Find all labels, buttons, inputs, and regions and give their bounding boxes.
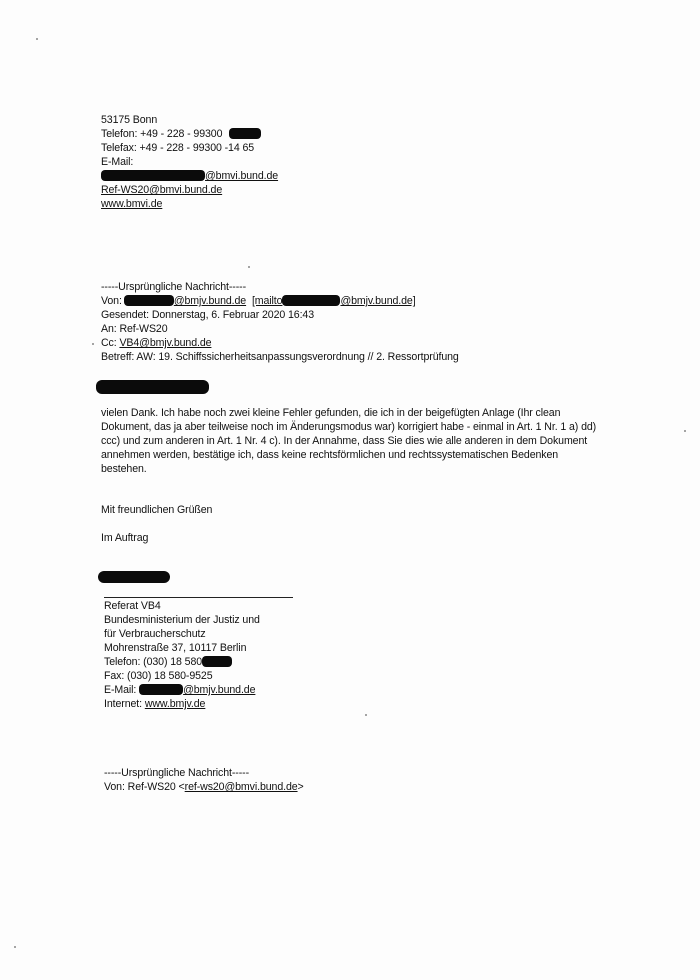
msg1-sent: Gesendet: Donnerstag, 6. Februar 2020 16:43 (101, 309, 315, 321)
scan-speck (14, 946, 16, 948)
greeting: Mit freundlichen Grüßen (101, 504, 213, 516)
msg1-from-domain[interactable]: @bmjv.bund.de (173, 295, 247, 307)
signature-rule (104, 597, 293, 598)
sig2-internet-label: Internet: (104, 698, 142, 710)
redaction (282, 295, 340, 306)
sig1-email-label: E-Mail: (101, 156, 134, 168)
sig2-internet-line (104, 697, 205, 711)
sig2-ministry1: Bundesministerium der Justiz und (104, 614, 260, 626)
sig1-email1[interactable] (101, 169, 278, 183)
msg2-header: -----Ursprüngliche Nachricht----- (104, 767, 250, 779)
msg1-mailto-domain[interactable]: @bmjv.bund.de] (340, 295, 416, 307)
msg1-mailto-prefix[interactable]: [mailto (251, 295, 283, 307)
sig2-phone: Telefon: (030) 18 580 (104, 656, 203, 668)
sig1-web-link[interactable]: www.bmvi.de (101, 198, 163, 210)
sig2-internet-link[interactable]: www.bmjv.de (144, 698, 206, 710)
redaction (139, 684, 183, 695)
msg1-to: An: Ref-WS20 (101, 323, 168, 335)
msg1-from-label: Von: (101, 295, 122, 307)
sig1-phone-line (101, 127, 261, 141)
msg1-cc-label: Cc: (101, 337, 117, 349)
scan-speck (92, 343, 94, 345)
sig2-ministry2: für Verbraucherschutz (104, 628, 206, 640)
msg1-header: -----Ursprüngliche Nachricht----- (101, 281, 247, 293)
sig1-email1-domain[interactable]: @bmvi.bund.de (205, 170, 279, 182)
sig2-email-domain[interactable]: @bmjv.bund.de (183, 684, 256, 696)
redacted-salutation (96, 380, 209, 394)
scan-speck (684, 430, 686, 432)
scan-speck (36, 38, 38, 40)
redacted-name (98, 571, 170, 583)
scan-speck (365, 714, 367, 716)
sig1-phone: Telefon: +49 - 228 - 99300 (101, 128, 223, 140)
msg2-from-email[interactable]: ref-ws20@bmvi.bund.de (184, 781, 298, 793)
msg2-from-prefix: Von: Ref-WS20 < (104, 781, 185, 793)
sig2-email-line (104, 683, 255, 697)
sig2-address: Mohrenstraße 37, 10117 Berlin (104, 642, 247, 654)
msg1-subject: Betreff: AW: 19. Schiffssicherheitsanpassungsverordnung // 2. Ressortprüfung (101, 351, 459, 363)
sig1-city: 53175 Bonn (101, 114, 158, 126)
sig2-email-label: E-Mail: (104, 684, 137, 696)
redaction (124, 295, 174, 306)
sig2-phone-line (104, 655, 232, 669)
scan-speck (248, 266, 250, 268)
msg1-cc-link[interactable]: VB4@bmjv.bund.de (119, 337, 212, 349)
redaction (101, 170, 205, 181)
sig2-fax: Fax: (030) 18 580-9525 (104, 670, 213, 682)
msg2-from-line (104, 780, 304, 794)
msg2-from-suffix: > (297, 781, 304, 793)
sig1-email2-link[interactable]: Ref-WS20@bmvi.bund.de (101, 184, 223, 196)
redaction (202, 656, 232, 667)
msg1-cc-line (101, 336, 211, 350)
im-auftrag: Im Auftrag (101, 532, 149, 544)
redaction (229, 128, 261, 139)
sig2-referat: Referat VB4 (104, 600, 161, 612)
sig1-fax: Telefax: +49 - 228 - 99300 -14 65 (101, 142, 255, 154)
body-paragraph: vielen Dank. Ich habe noch zwei kleine Fehler gefunden, die ich in der beigefügten Anlage (Ihr clean Dokument, das ja aber teilweise noch im Änderungsmodus war) korrigiert habe - einmal in Art. 1 Nr. 1 a) dd) ccc) und zum anderen in Art. 1 Nr. 4 c). In der Annahme, dass Sie dies wie alle anderen in dem Dokument annehmen werden, bestätige ich, dass keine rechtsförmlichen und rechtssystematischen Bedenken bestehen. (101, 407, 597, 475)
msg1-from-line (101, 294, 416, 308)
